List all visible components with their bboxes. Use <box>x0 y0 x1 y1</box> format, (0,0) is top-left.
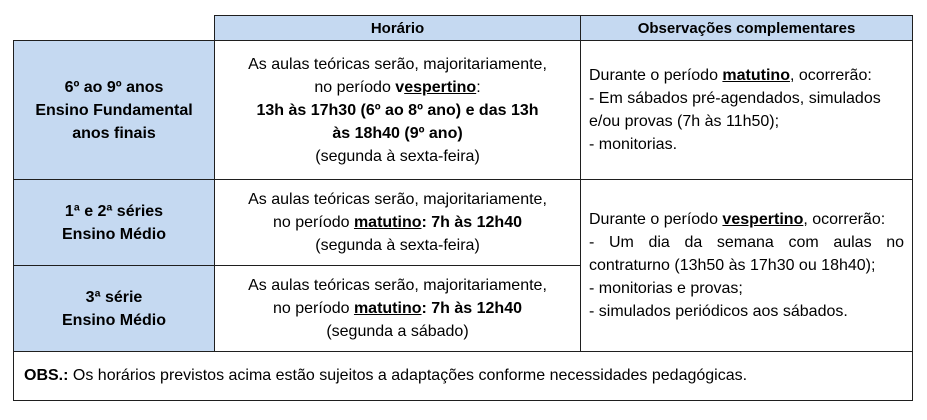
level-cell-medio-3 <box>14 266 215 352</box>
header-horario: Horário <box>215 16 581 41</box>
text: : <box>476 78 481 96</box>
schedule-line: As aulas teóricas serão, majoritariamente, <box>248 277 547 294</box>
header-observacoes: Observações complementares <box>581 16 913 41</box>
schedule-period-line <box>215 211 580 234</box>
text: no período <box>273 300 354 317</box>
text: , ocorrerão: <box>789 67 872 84</box>
level-line: Ensino Médio <box>62 311 166 329</box>
period-name: espertino <box>404 78 477 96</box>
schedule-period-line <box>215 76 580 99</box>
schedule-times: : 7h às 12h40 <box>421 214 522 231</box>
period-name: vespertino <box>722 211 804 228</box>
schedule-times: 13h às 17h30 (6º ao 8º ano) e das 13h às 18h40 (9º ano) <box>256 101 539 142</box>
note-cell <box>14 352 913 401</box>
schedule-table <box>13 15 913 401</box>
observation-item: - Em sábados pré-agendados, simulados e/ou provas (7h às 11h50); <box>589 90 881 130</box>
text: no período <box>314 78 396 96</box>
period-name: matutino <box>353 214 422 231</box>
schedule-days: (segunda à sexta-feira) <box>315 147 480 165</box>
level-line: anos finais <box>72 124 156 142</box>
period-name: matutino <box>722 67 790 84</box>
text: , ocorrerão: <box>803 211 886 228</box>
level-cell-fundamental <box>14 41 215 180</box>
observation-item: - monitorias e provas; <box>589 280 743 297</box>
schedule-days: (segunda a sábado) <box>326 323 469 340</box>
text: Durante o período <box>589 211 723 228</box>
observation-intro <box>589 64 904 87</box>
observation-cell-matutino <box>581 41 913 180</box>
observation-intro <box>589 208 904 231</box>
schedule-cell-fundamental <box>215 41 581 180</box>
schedule-line: As aulas teóricas serão, majoritariamente, <box>248 191 547 208</box>
schedule-period-line <box>215 297 580 320</box>
period-name: matutino <box>353 300 422 317</box>
observation-item: - simulados periódicos aos sábados. <box>589 303 848 320</box>
note-text: Os horários previstos acima estão sujeitos a adaptações conforme necessidades pedagógicas. <box>68 367 748 384</box>
level-line: Ensino Fundamental <box>35 101 193 119</box>
level-line: 1ª e 2ª séries <box>64 202 164 220</box>
schedule-times: : 7h às 12h40 <box>421 300 522 317</box>
level-line: Ensino Médio <box>62 225 166 243</box>
level-cell-medio-1-2 <box>14 180 215 266</box>
observation-item: - Um dia da semana com aulas no contraturno (13h50 às 17h30 ou 18h40); <box>589 234 904 274</box>
schedule-cell-medio-3 <box>215 266 581 352</box>
text: v <box>395 78 405 96</box>
text: no período <box>273 214 354 231</box>
header-blank-cell <box>14 16 215 41</box>
level-line: 3ª série <box>85 288 143 306</box>
schedule-cell-medio-1-2 <box>215 180 581 266</box>
schedule-days: (segunda à sexta-feira) <box>315 237 480 254</box>
level-line: 6º ao 9º anos <box>64 78 164 96</box>
text: Durante o período <box>589 67 723 84</box>
schedule-line: As aulas teóricas serão, majoritariamente, <box>248 55 547 73</box>
observation-item: - monitorias. <box>589 136 678 153</box>
note-label: OBS.: <box>24 367 69 384</box>
observation-cell-vespertino <box>581 180 913 352</box>
